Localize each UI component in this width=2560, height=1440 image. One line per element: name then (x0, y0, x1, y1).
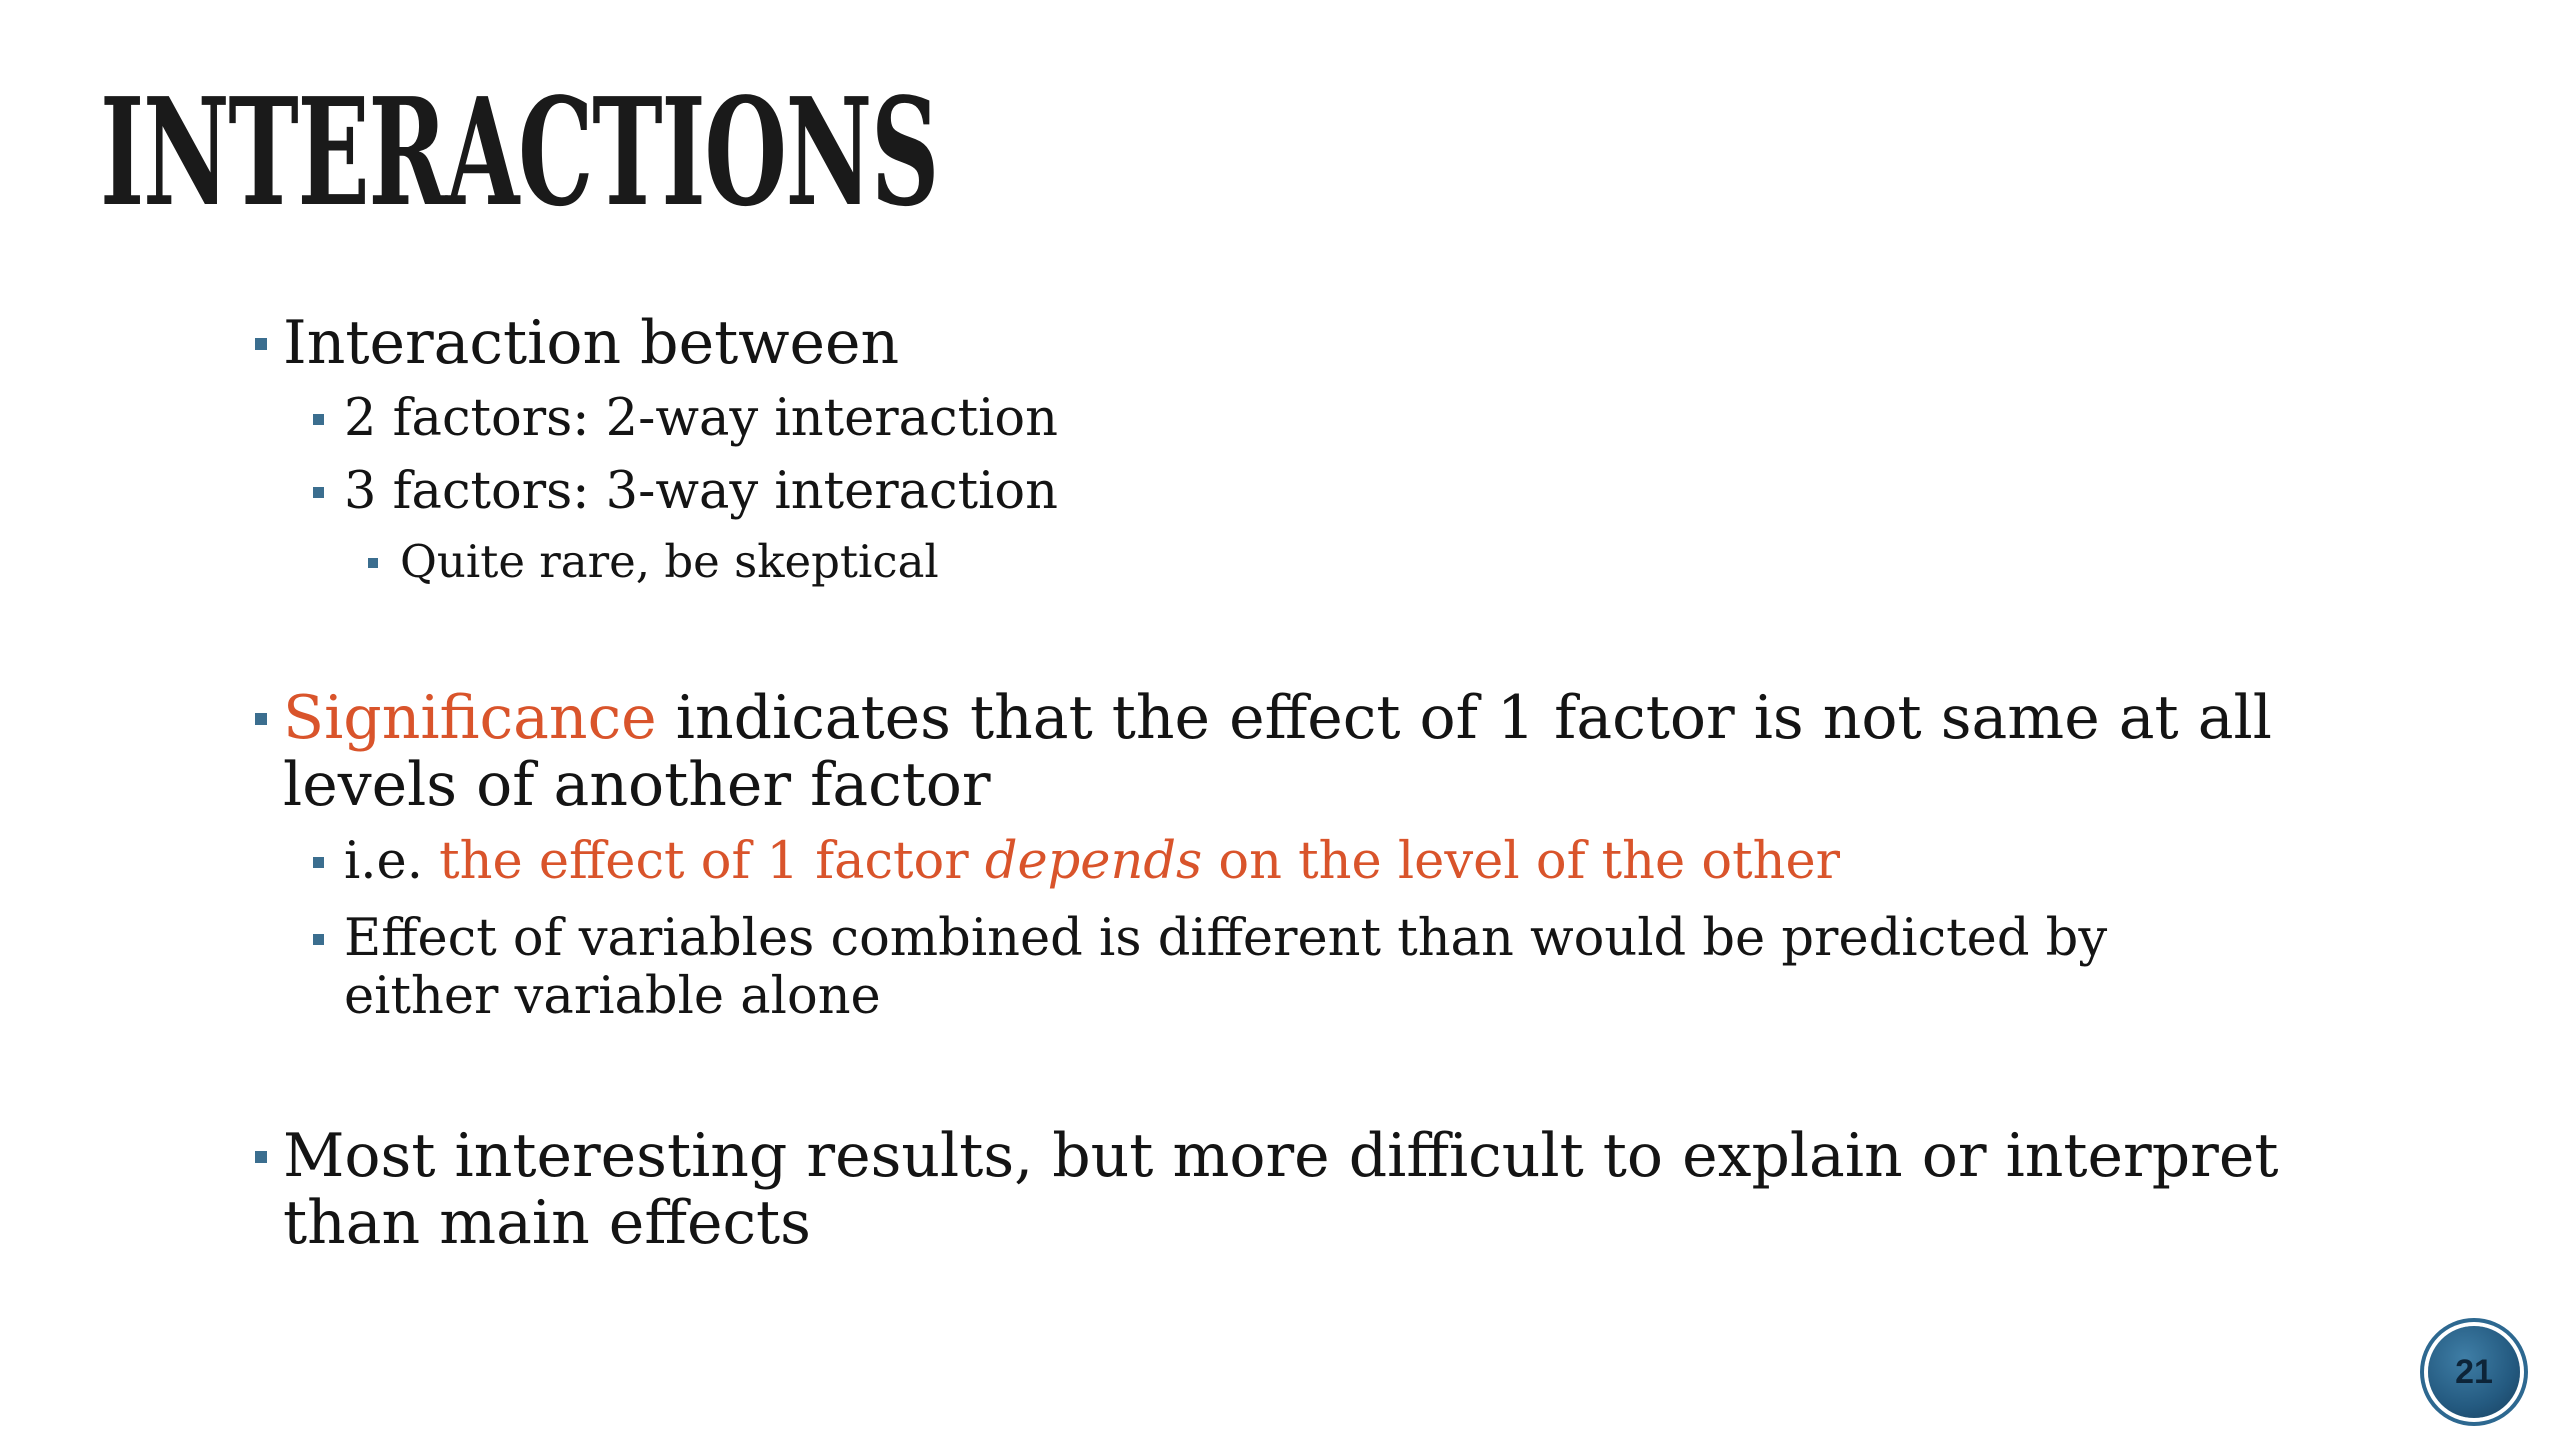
bullet-text: Quite rare, be skeptical (400, 535, 939, 588)
significance-highlight: Significance (283, 683, 657, 753)
bullet-marker-icon (313, 934, 324, 945)
bullet-effect-combined (313, 910, 2263, 1026)
bullet-text: Most interesting results, but more difficult to explain or interpret than main effects (283, 1121, 2279, 1258)
ie-accent-a: the effect of 1 factor (439, 832, 985, 891)
bullet-text: Effect of variables combined is different than would be predicted by either variable alone (344, 909, 2108, 1026)
bullet-marker-icon (255, 1151, 267, 1163)
bullet-marker-icon (313, 414, 324, 425)
slide-title: INTERACTIONS (100, 65, 939, 239)
bullet-interaction-between (255, 310, 899, 377)
bullet-quite-rare (368, 536, 939, 588)
bullet-two-factors (313, 390, 1058, 448)
bullet-marker-icon (313, 857, 324, 868)
bullet-marker-icon (255, 338, 267, 350)
bullet-marker-icon (255, 713, 267, 725)
bullet-text: 3 factors: 3-way interaction (344, 462, 1058, 521)
bullet-text: Interaction between (283, 308, 900, 378)
bullet-text (283, 685, 2315, 819)
bullet-text (344, 833, 1840, 891)
bullet-marker-icon (313, 487, 324, 498)
ie-accent-b: on the level of the other (1202, 832, 1841, 891)
ie-prefix: i.e. (344, 832, 440, 891)
ie-accent-emphasis: depends (984, 832, 1203, 891)
bullet-marker-icon (368, 558, 378, 568)
significance-rest: indicates that the effect of 1 factor is not same at all levels of another factor (283, 683, 2272, 820)
bullet-three-factors (313, 463, 1058, 521)
bullet-most-interesting (255, 1123, 2315, 1257)
bullet-text: 2 factors: 2-way interaction (344, 389, 1058, 448)
page-number-badge: 21 (2428, 1326, 2520, 1418)
ie-accent (439, 832, 1840, 891)
bullet-ie (313, 833, 1840, 891)
bullet-significance (255, 685, 2315, 819)
